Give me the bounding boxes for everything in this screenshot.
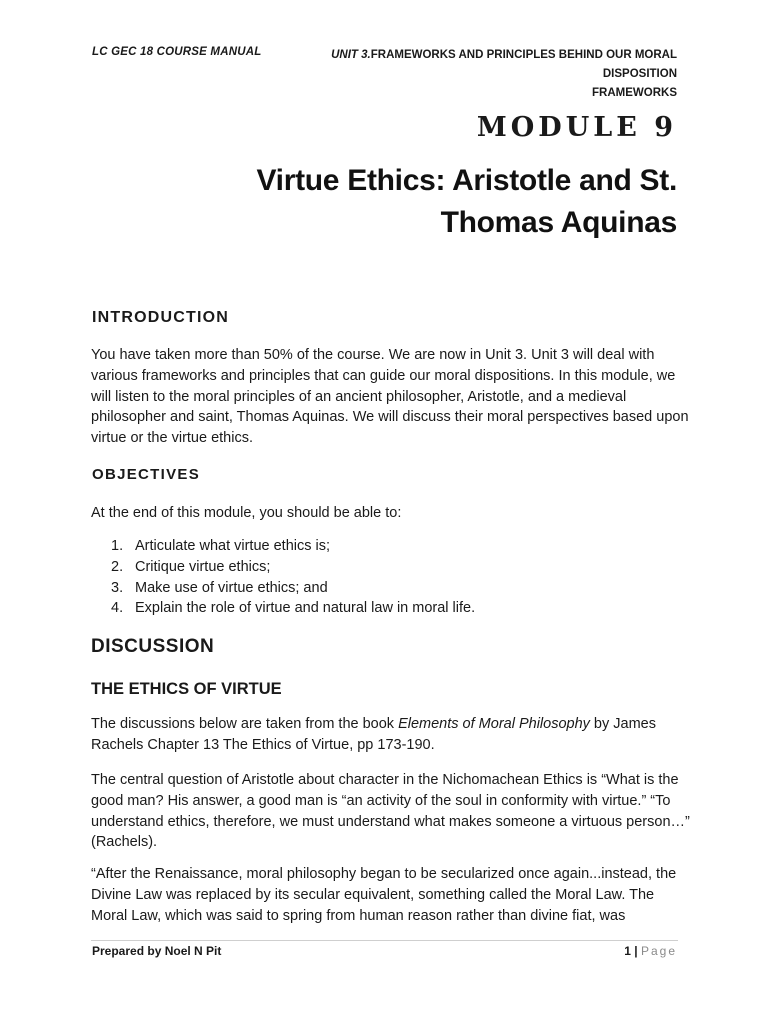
list-item-text: Critique virtue ethics; [135,558,271,575]
header-unit-line2: FRAMEWORKS [592,87,677,99]
source-paragraph [91,714,691,756]
objectives-heading: OBJECTIVES [92,466,201,483]
objectives-lead: At the end of this module, you should be able to: [91,505,402,521]
book-title: Elements of Moral Philosophy [398,716,590,732]
source-text-pre: The discussions below are taken from the book [91,716,399,732]
list-item-text: Articulate what virtue ethics is; [135,538,331,554]
list-item [111,578,475,599]
page-word: Page [640,944,677,958]
page-separator: | [634,944,638,958]
header-unit-line1 [277,46,677,84]
footer-author: Prepared by Noel N Pit [92,944,222,958]
objectives-list [111,536,475,619]
list-item-text: Explain the role of virtue and natural law in moral life. [135,600,476,617]
header-unit-number: UNIT 3. [331,49,371,61]
footer-page-number [624,944,677,958]
list-item-number: 3. [111,579,124,596]
list-item [111,557,475,578]
ethics-of-virtue-heading: THE ETHICS OF VIRTUE [91,680,282,698]
list-item [111,536,475,557]
source-text-post: by James Rachels Chapter 13 The Ethics of Virtue, pp 173-190. [91,716,656,753]
list-item-text: Make use of virtue ethics; and [135,579,328,596]
page-title-line1: Virtue Ethics: Aristotle and St. [256,164,677,197]
footer-divider [91,940,678,941]
introduction-heading: INTRODUCTION [92,309,230,326]
list-item-number: 1. [111,538,124,554]
aristotle-paragraph: The central question of Aristotle about character in the Nichomachean Ethics is “What is the good man? His answer, a good man is “an activity of the soul in conformity with virtue.” “To understand ethics, therefore, we must understand what makes someone a virtuous person…” (Rachels). [91,772,690,851]
list-item-number: 2. [111,558,124,575]
header-unit-rest: FRAMEWORKS AND PRINCIPLES BEHIND OUR MORAL DISPOSITION [370,49,677,80]
header-unit-title [277,46,677,103]
introduction-paragraph: You have taken more than 50% of the course. We are now in Unit 3. Unit 3 will deal with various frameworks and principles that can guide our moral dispositions. In this module, we will listen to the moral principles of an ancient philosopher, Aristotle, and a medieval philosopher and saint, Thomas Aquinas. We will discuss their moral perspectives based upon virtue or the virtue ethics. [91,347,689,447]
renaissance-paragraph: “After the Renaissance, moral philosophy began to be secularized once again...instead, the Divine Law was replaced by its secular equivalent, something called the Moral Law. The Moral Law, which was said to spring from human reason rather than divine fiat, was [91,866,677,924]
module-label: MODULE 9 [476,112,677,143]
discussion-heading: DISCUSSION [91,636,215,657]
header-course-title: LC GEC 18 COURSE MANUAL [92,46,262,58]
page-title-line2: Thomas Aquinas [440,206,677,239]
list-item [111,598,475,619]
list-item-number: 4. [111,600,124,617]
page-title [117,160,677,244]
page-number: 1 [624,944,631,958]
